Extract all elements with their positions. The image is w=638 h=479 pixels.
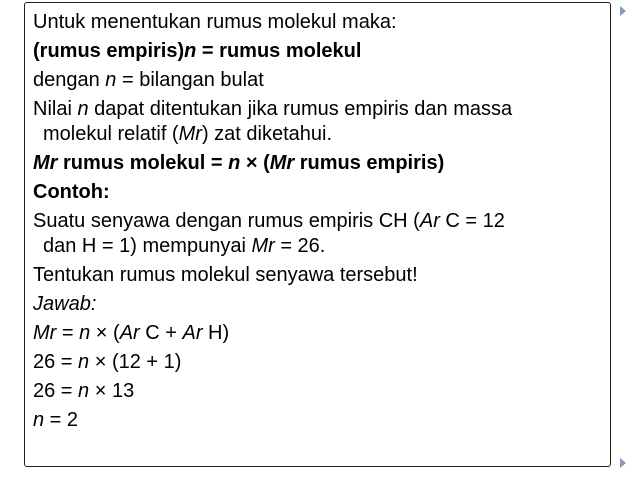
variable-n: n	[79, 322, 91, 344]
corner-arrow-icon	[620, 6, 626, 16]
text-span: Contoh:	[33, 181, 110, 203]
text-span: = bilangan bulat	[116, 69, 264, 91]
text-line	[33, 68, 608, 92]
text-span: = 26.	[274, 235, 326, 257]
formula-line	[33, 151, 608, 175]
text-span: × 13	[89, 380, 135, 402]
equation-line	[33, 350, 608, 374]
text-span: (rumus empiris)	[33, 40, 185, 62]
equation-line	[33, 408, 608, 432]
variable-n: n	[78, 351, 90, 373]
text-span: Jawab:	[33, 293, 97, 315]
text-span: Tentukan rumus molekul senyawa tersebut!	[33, 264, 418, 286]
text-span: rumus empiris)	[294, 152, 445, 174]
text-span: C +	[139, 322, 183, 344]
text-span: × (	[90, 322, 120, 344]
variable-mr: Mr	[251, 235, 275, 257]
text-span: dengan	[33, 69, 106, 91]
section-heading	[33, 180, 608, 204]
variable-mr: Mr	[269, 152, 295, 174]
text-span: × (12 + 1)	[89, 351, 182, 373]
variable-n: n	[105, 69, 117, 91]
text-line	[33, 122, 608, 146]
variable-n: n	[33, 409, 45, 431]
text-span: = rumus molekul	[196, 40, 362, 62]
text-span: =	[56, 322, 80, 344]
variable-mr: Mr	[33, 152, 58, 174]
text-span: Nilai	[33, 98, 78, 120]
corner-arrow-icon	[620, 458, 626, 468]
variable-n: n	[228, 152, 241, 174]
text-span: C = 12	[439, 210, 505, 232]
formula-line	[33, 39, 608, 63]
variable-mr: Mr	[178, 123, 202, 145]
text-span: ) zat diketahui.	[201, 123, 333, 145]
text-span: 26 =	[33, 351, 79, 373]
text-span: dan H = 1) mempunyai	[43, 235, 252, 257]
equation-line	[33, 379, 608, 403]
text-line	[33, 209, 608, 233]
text-line	[33, 234, 608, 258]
text-span: 26 =	[33, 380, 79, 402]
variable-ar: Ar	[119, 322, 140, 344]
text-span: dapat ditentukan jika rumus empiris dan massa	[88, 98, 513, 120]
text-span: molekul relatif (	[43, 123, 179, 145]
slide-body	[33, 10, 608, 437]
variable-mr: Mr	[33, 322, 57, 344]
variable-ar: Ar	[182, 322, 203, 344]
equation-line	[33, 321, 608, 345]
variable-n: n	[184, 40, 197, 62]
variable-ar: Ar	[419, 210, 440, 232]
text-line	[33, 10, 608, 34]
text-span: rumus molekul =	[57, 152, 229, 174]
text-line	[33, 263, 608, 287]
text-span: Suatu senyawa dengan rumus empiris CH (	[33, 210, 420, 232]
text-span: = 2	[44, 409, 79, 431]
variable-n: n	[78, 380, 90, 402]
variable-n: n	[77, 98, 89, 120]
answer-heading	[33, 292, 608, 316]
text-span: × (	[240, 152, 270, 174]
text-span: Untuk menentukan rumus molekul maka:	[33, 11, 397, 33]
text-line	[33, 97, 608, 121]
text-span: H)	[202, 322, 230, 344]
